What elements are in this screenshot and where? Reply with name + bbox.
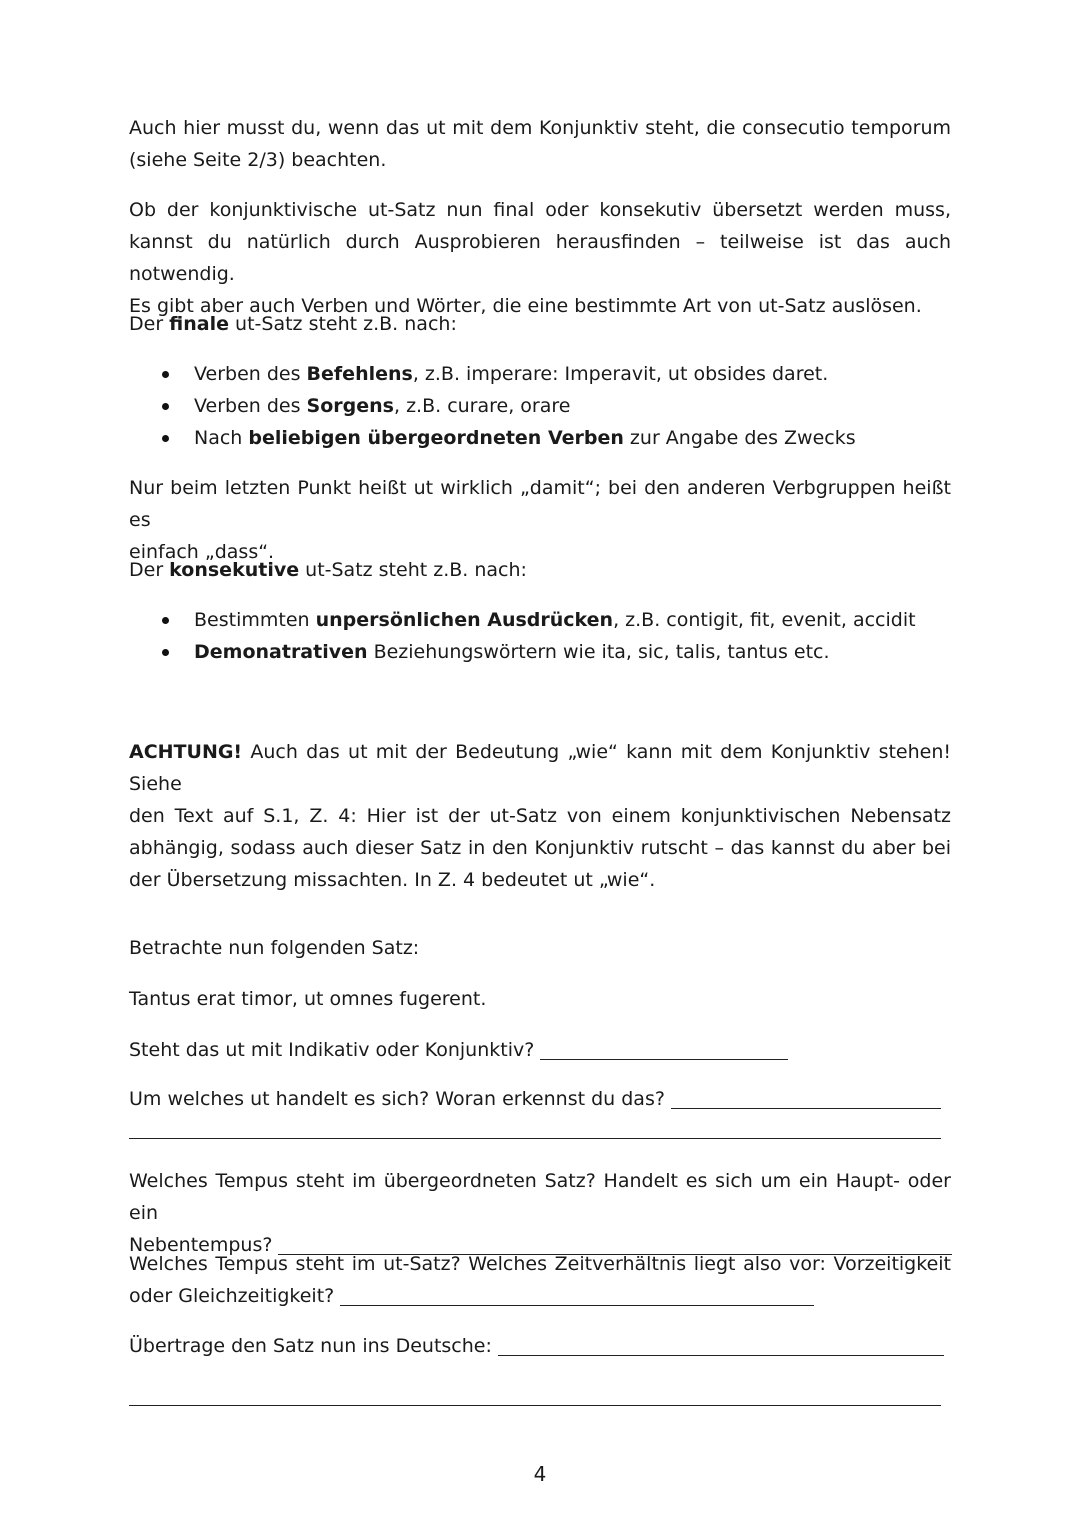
bold-term: finale <box>169 313 230 335</box>
text-line: kannst du natürlich durch Ausprobieren herausfinden – teilweise ist das auch notwendig. <box>129 231 951 285</box>
text-line: Nur beim letzten Punkt heißt ut wirklich „damit“; bei den anderen Verbgruppen heißt es <box>129 477 951 531</box>
question-2: Um welches ut handelt es sich? Woran erkennst du das? <box>129 1083 941 1115</box>
text-line: Nebentempus? <box>129 1229 951 1261</box>
list-item: Verben des Sorgens, z.B. curare, orare <box>129 390 951 422</box>
text-line: ACHTUNG! Auch das ut mit der Bedeutung „wie“ kann mit dem Konjunktiv stehen! Siehe <box>129 741 951 795</box>
answer-line-2b[interactable] <box>129 1138 941 1139</box>
list-item: Verben des Befehlens, z.B. imperare: Imperavit, ut obsides daret. <box>129 358 951 390</box>
answer-line-2[interactable] <box>671 1086 941 1109</box>
consecutive-intro: Der konsekutive ut-Satz steht z.B. nach: <box>129 559 527 581</box>
text-line: einfach „dass“. <box>129 541 275 563</box>
answer-line-1[interactable] <box>540 1037 788 1060</box>
paragraph-final-or-consecutive <box>129 194 951 322</box>
list-item: Demonatrativen Beziehungswörtern wie ita, sic, talis, tantus etc. <box>129 636 951 668</box>
warning-label: ACHTUNG! <box>129 741 243 763</box>
text-line: Ob der konjunktivische ut-Satz nun final oder konsekutiv übersetzt werden muss, <box>129 199 951 221</box>
consecutive-list <box>129 604 951 668</box>
paragraph-consecutio <box>129 112 951 176</box>
text-line: (siehe Seite 2/3) beachten. <box>129 149 387 171</box>
text: Der <box>129 313 170 335</box>
answer-line-4[interactable] <box>340 1283 814 1306</box>
page-number: 4 <box>533 1462 547 1486</box>
answer-line-5[interactable] <box>498 1333 944 1356</box>
question-5: Übertrage den Satz nun ins Deutsche: <box>129 1330 944 1362</box>
final-list <box>129 358 951 454</box>
text-line: den Text auf S.1, Z. 4: Hier ist der ut-Satz von einem konjunktivischen Nebensatz <box>129 805 951 827</box>
question-3 <box>129 1165 951 1261</box>
text: ut-Satz steht z.B. nach: <box>229 313 457 335</box>
text-line: Es gibt aber auch Verben und Wörter, die eine bestimmte Art von ut-Satz auslösen. <box>129 295 922 317</box>
bold-term: konsekutive <box>169 559 300 581</box>
text-line: Welches Tempus steht im ut-Satz? Welches Zeitverhältnis liegt also vor: Vorzeitigkeit <box>129 1253 951 1275</box>
text-line: der Übersetzung missachten. In Z. 4 bedeutet ut „wie“. <box>129 869 656 891</box>
latin-sentence: Tantus erat timor, ut omnes fugerent. <box>129 988 487 1010</box>
final-intro <box>129 308 457 340</box>
text-line: Auch hier musst du, wenn das ut mit dem Konjunktiv steht, die consecutio temporum <box>129 117 951 139</box>
text-line: abhängig, sodass auch dieser Satz in den Konjunktiv rutscht – das kannst du aber bei <box>129 837 951 859</box>
text-line: Welches Tempus steht im übergeordneten Satz? Handelt es sich um ein Haupt- oder ein <box>129 1170 951 1224</box>
question-1: Steht das ut mit Indikativ oder Konjunktiv? <box>129 1034 788 1066</box>
exercise-intro: Betrachte nun folgenden Satz: <box>129 937 420 959</box>
answer-line-5b[interactable] <box>129 1405 941 1406</box>
text-line: oder Gleichzeitigkeit? <box>129 1280 951 1312</box>
paragraph-achtung <box>129 736 951 896</box>
question-4 <box>129 1248 951 1312</box>
list-item: Bestimmten unpersönlichen Ausdrücken, z.B. contigit, fit, evenit, accidit <box>129 604 951 636</box>
list-item: Nach beliebigen übergeordneten Verben zur Angabe des Zwecks <box>129 422 951 454</box>
